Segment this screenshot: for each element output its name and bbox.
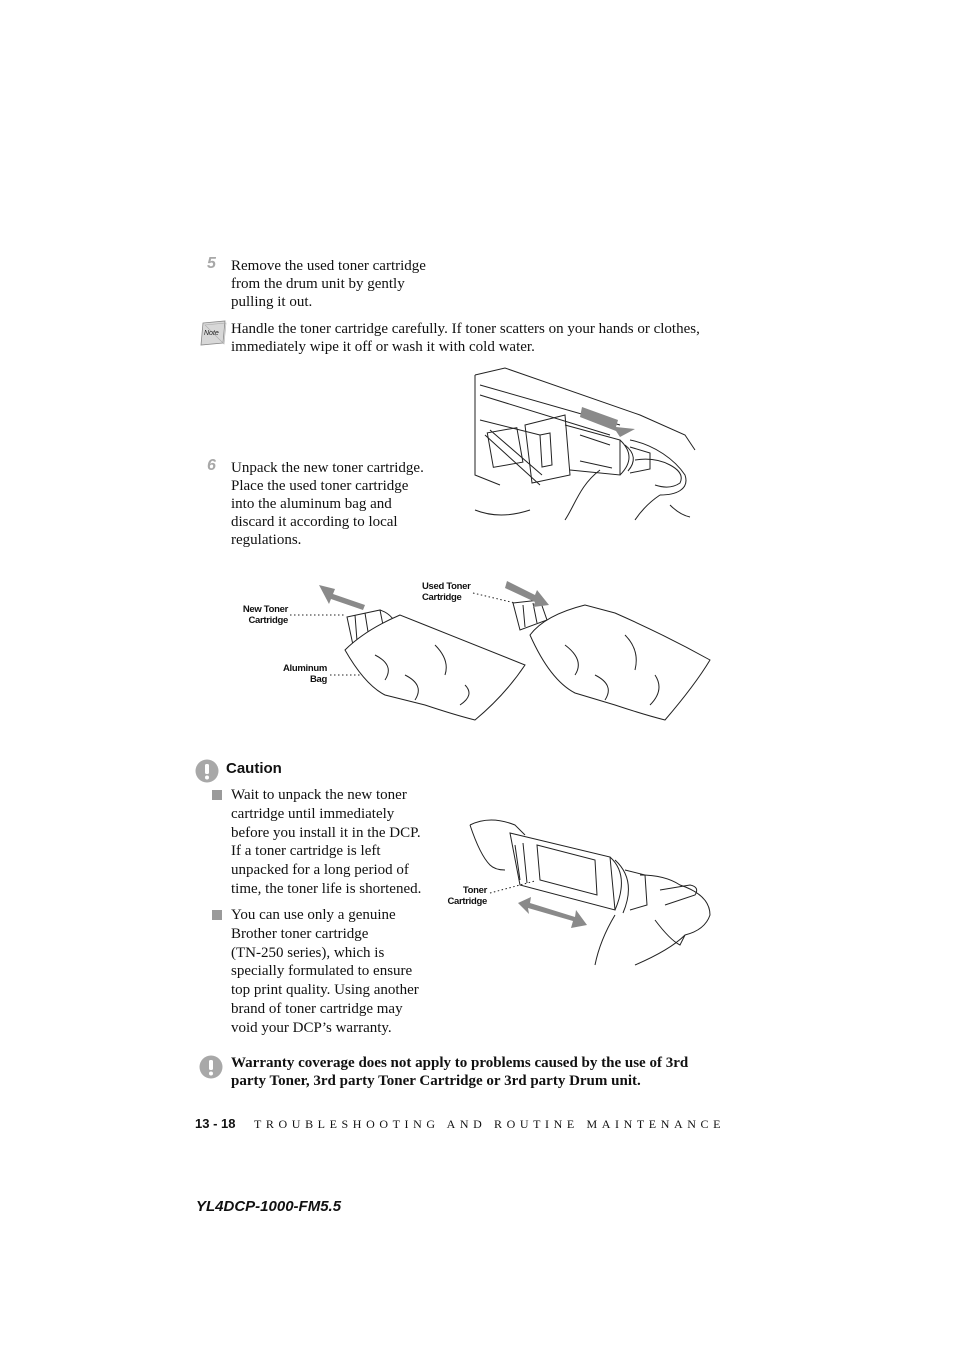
note-text <box>231 320 731 356</box>
note-icon-text: Note <box>204 330 219 337</box>
caution-line: top print quality. Using another <box>231 982 419 999</box>
step-6-line: discard it according to local <box>231 514 398 530</box>
caution-icon <box>195 759 219 783</box>
label-new-toner-cartridge <box>220 604 288 626</box>
caution-line: (TN-250 series), which is <box>231 944 385 961</box>
step-6-line: into the aluminum bag and <box>231 496 392 512</box>
caution-line: specially formulated to ensure <box>231 963 413 980</box>
section-title: TROUBLESHOOTING AND ROUTINE MAINTENANCE <box>254 1117 726 1131</box>
step-number-5: 5 <box>207 255 216 272</box>
note-line: immediately wipe it off or wash it with cold water. <box>231 339 535 355</box>
step-number-6: 6 <box>207 457 216 474</box>
step-6-line: Place the used toner cartridge <box>231 478 409 494</box>
warranty-line: Warranty coverage does not apply to problems caused by the use of 3rd <box>231 1055 689 1071</box>
caution-line: cartridge until immediately <box>231 805 395 822</box>
step-6-line: regulations. <box>231 532 302 548</box>
document-code: YL4DCP-1000-FM5.5 <box>196 1198 342 1215</box>
figure-remove-cartridge <box>470 365 700 525</box>
note-icon <box>199 320 227 346</box>
warranty-text <box>231 1054 731 1090</box>
label-line: New Toner <box>242 604 288 615</box>
step-6-text <box>231 459 471 549</box>
step-5-line: from the drum unit by gently <box>231 276 405 292</box>
figure-unpack-cartridge <box>285 575 725 735</box>
label-line: Cartridge <box>422 592 462 603</box>
note-line: Handle the toner cartridge carefully. If toner scatters on your hands or clothes, <box>231 321 700 337</box>
page-number: 13 - 18 <box>195 1116 236 1131</box>
caution-bullet-2 <box>231 906 461 1038</box>
caution-line: before you install it in the DCP. <box>231 824 421 841</box>
label-line: Toner <box>462 885 487 896</box>
warranty-icon <box>199 1055 223 1079</box>
warranty-line: party Toner, 3rd party Toner Cartridge or 3rd party Drum unit. <box>231 1073 641 1089</box>
label-line: Cartridge <box>248 615 288 626</box>
caution-line: Brother toner cartridge <box>231 925 369 942</box>
figure-shake-cartridge <box>465 815 720 970</box>
caution-line: Wait to unpack the new toner <box>231 787 407 803</box>
label-line: Bag <box>309 674 327 685</box>
caution-bullet-marker <box>212 790 222 800</box>
step-5-text <box>231 257 471 311</box>
caution-line: You can use only a genuine <box>231 907 396 923</box>
caution-bullet-marker <box>212 910 222 920</box>
caution-title: Caution <box>226 760 282 777</box>
step-6-line: Unpack the new toner cartridge. <box>231 460 424 476</box>
caution-line: brand of toner cartridge may <box>231 1000 403 1017</box>
label-line: Used Toner <box>422 581 471 592</box>
step-5-line: pulling it out. <box>231 294 313 310</box>
step-5-line: Remove the used toner cartridge <box>231 258 426 274</box>
label-line: Cartridge <box>447 896 487 907</box>
caution-line: void your DCP’s warranty. <box>231 1019 392 1036</box>
caution-line: time, the toner life is shortened. <box>231 880 422 897</box>
caution-line: If a toner cartridge is left <box>231 843 381 860</box>
label-line: Aluminum <box>282 663 327 674</box>
caution-bullet-1 <box>231 786 461 899</box>
caution-line: unpacked for a long period of <box>231 862 409 879</box>
